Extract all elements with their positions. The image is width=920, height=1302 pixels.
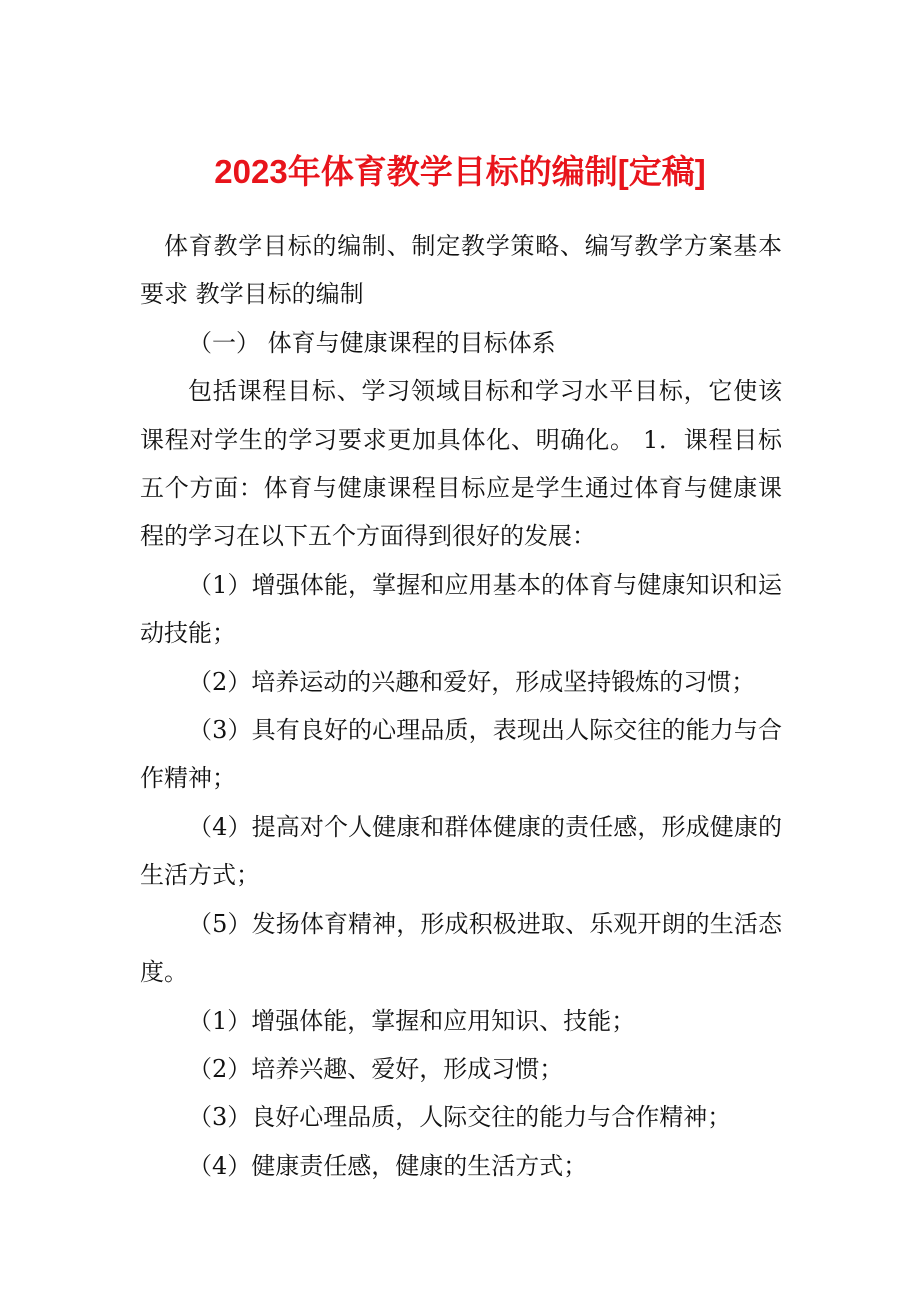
- list-item: （2）培养运动的兴趣和爱好，形成坚持锻炼的习惯；: [188, 667, 756, 696]
- list-item: （4）提高对个人健康和群体健康的责任感，形成健康的生活方式；: [140, 812, 782, 890]
- list-item: （5）发扬体育精神，形成积极进取、乐观开朗的生活态度。: [140, 909, 782, 987]
- list-item: （1）增强体能，掌握和应用知识、技能；: [188, 1006, 636, 1035]
- intro-paragraph: 体育教学目标的编制、制定教学策略、编写教学方案基本要求 教学目标的编制: [140, 232, 782, 309]
- paragraph: 包括课程目标、学习领域目标和学习水平目标，它使该课程对学生的学习要求更加具体化、明确化。 1．课程目标五个方面：体育与健康课程目标应是学生通过体育与健康课程的学习在以下五个方面得到很好的发展：: [140, 377, 782, 551]
- list-item: （4）健康责任感，健康的生活方式；: [188, 1151, 588, 1180]
- section-heading: （一） 体育与健康课程的目标体系: [188, 328, 556, 357]
- document-body: [140, 222, 782, 1190]
- list-item: （3）具有良好的心理品质，表现出人际交往的能力与合作精神；: [140, 716, 782, 793]
- document-title: 2023年体育教学目标的编制[定稿]: [214, 153, 706, 190]
- list-item: （1）增强体能，掌握和应用基本的体育与健康知识和运动技能；: [140, 570, 782, 648]
- list-item: （3）良好心理品质，人际交往的能力与合作精神；: [188, 1103, 732, 1132]
- list-item: （2）培养兴趣、爱好，形成习惯；: [188, 1054, 564, 1083]
